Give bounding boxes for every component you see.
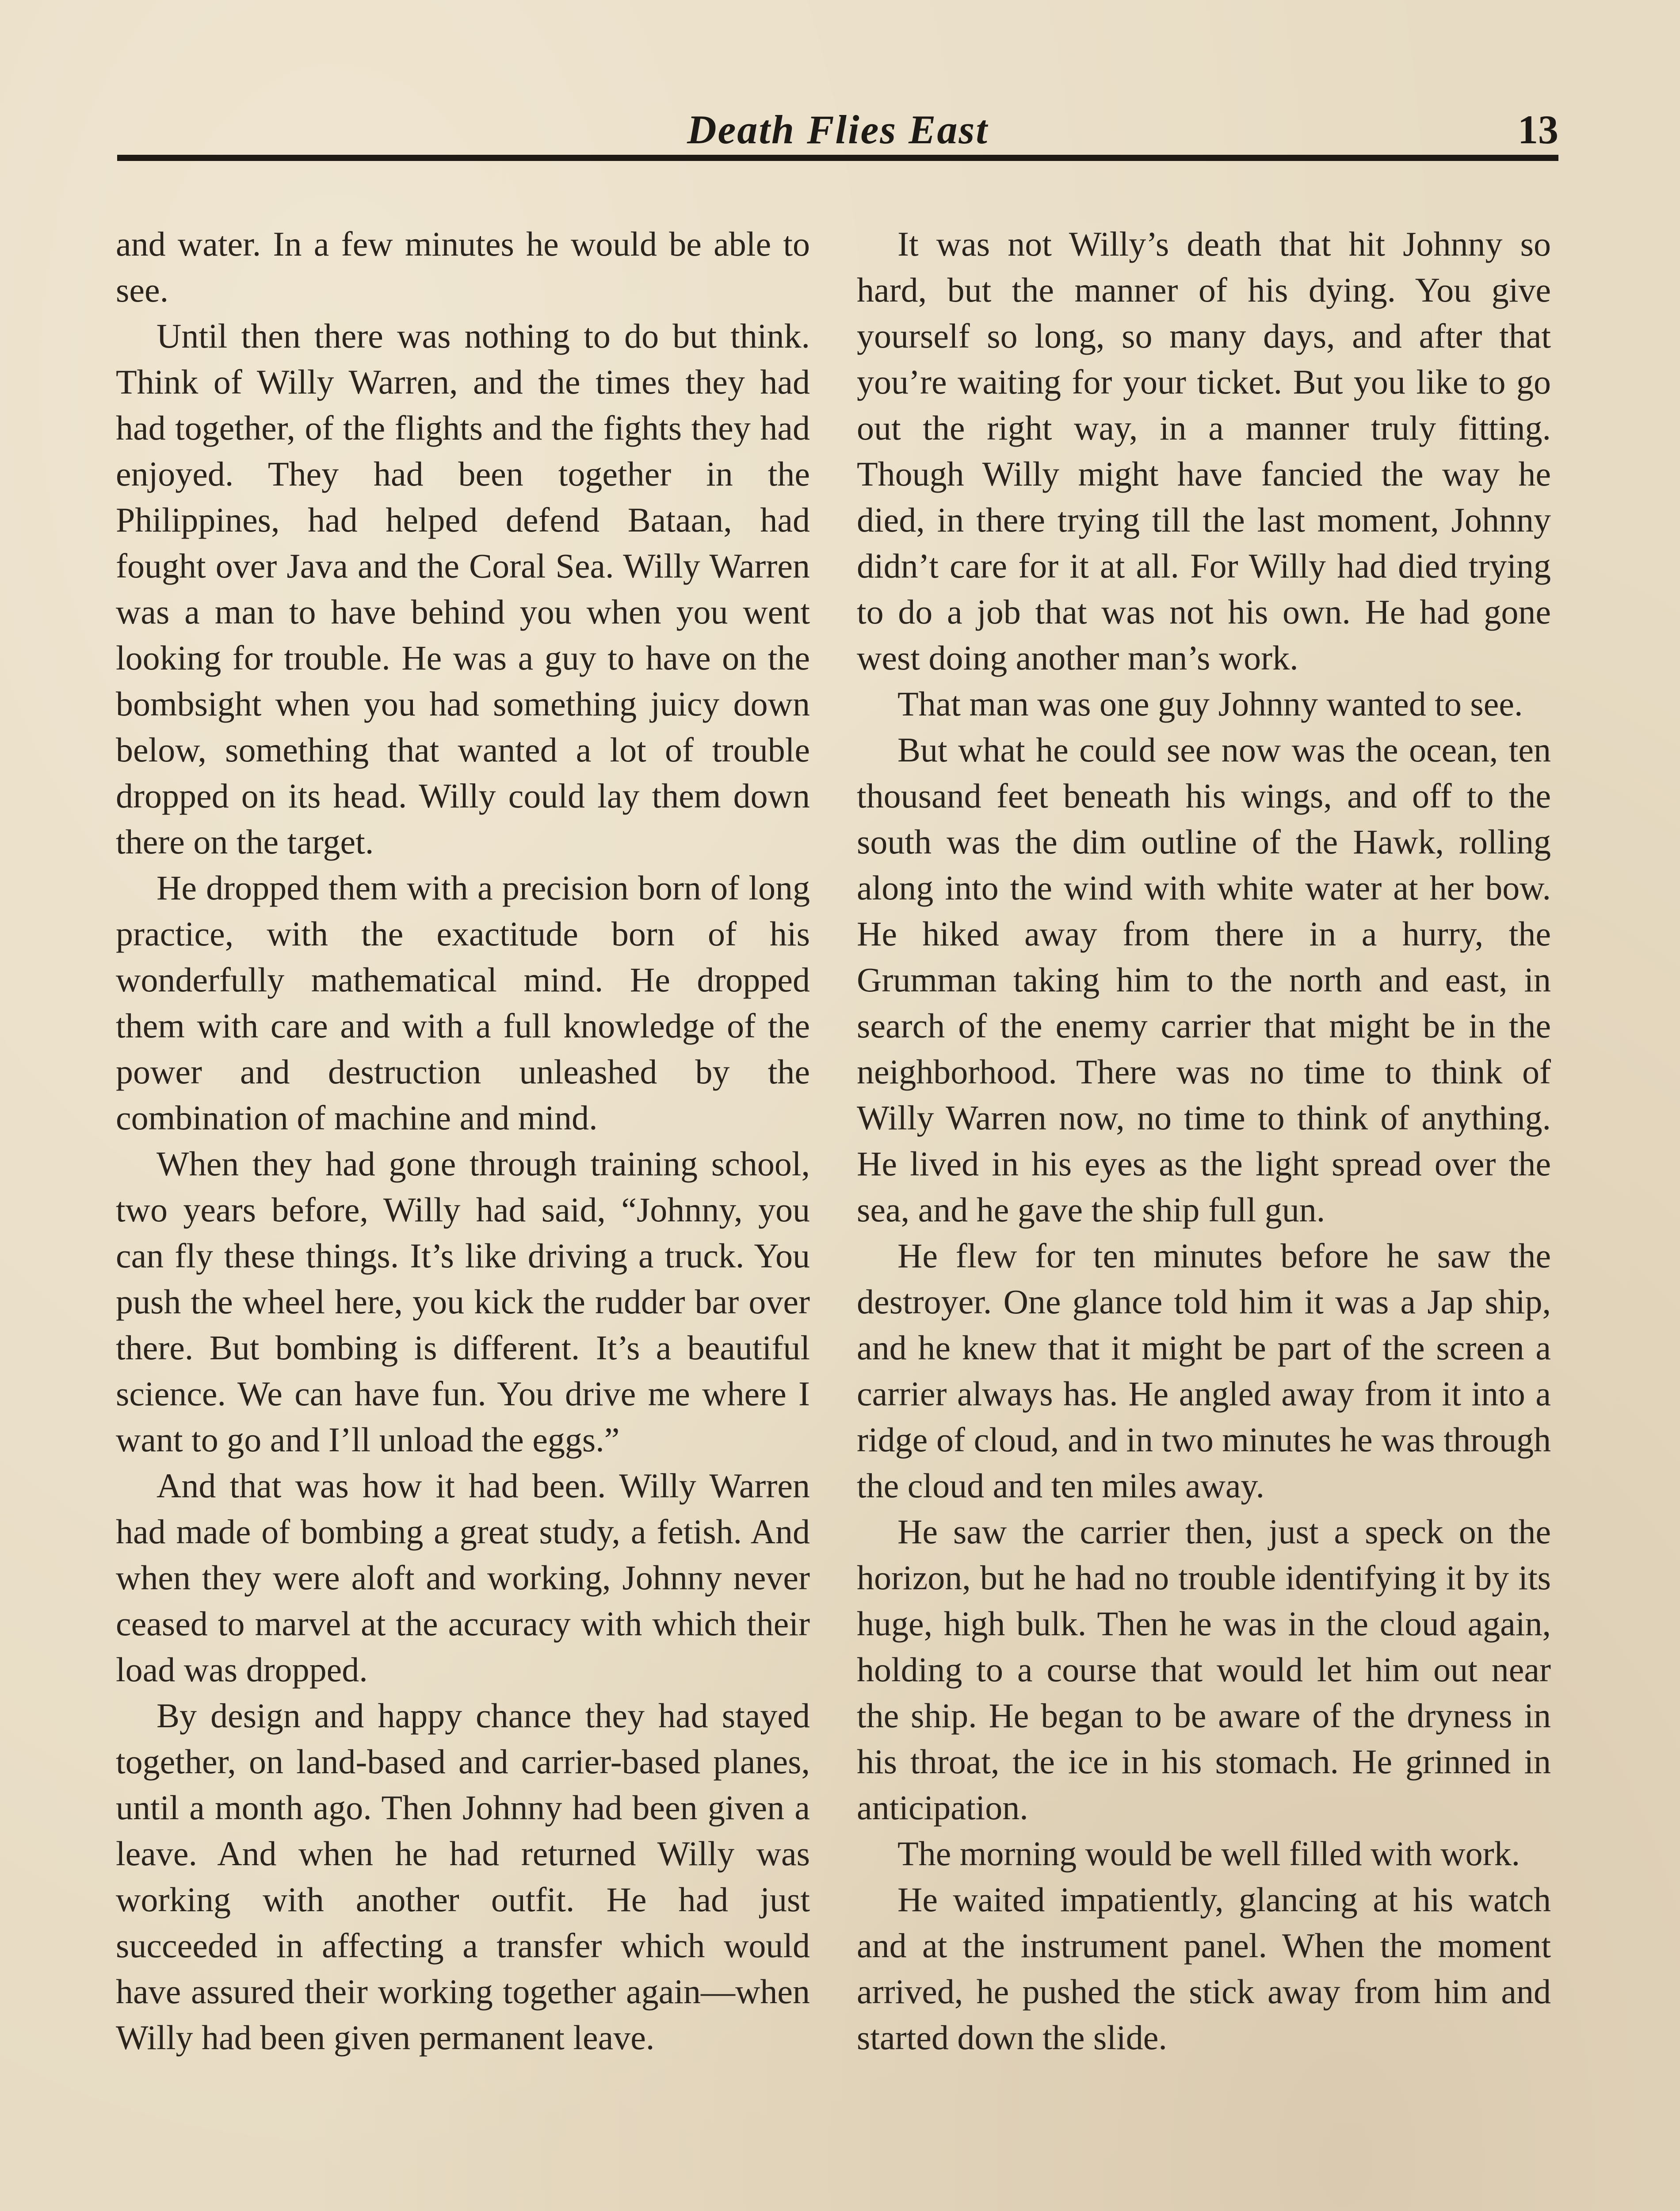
page-header [117, 97, 1558, 159]
page-number: 13 [1518, 107, 1558, 152]
paragraph: And that was how it had been. Willy Warren had made of bombing a great study, a fetish. And when they were aloft and working, Johnny never ceased to marvel at the accuracy with which their load was dropped. [116, 1466, 810, 1689]
paragraph: He waited impatiently, glancing at his watch and at the instrument panel. When the moment arrived, he pushed the stick away from him and started down the slide. [857, 1880, 1551, 2057]
paragraph: He dropped them with a precision born of long practice, with the exactitude born of his wonderfully mathematical mind. He dropped them with care and with a full knowledge of the power and destruction unleashed by the combination of machine and mind. [116, 868, 810, 1137]
paragraph: By design and happy chance they had stayed together, on land-based and carrier-based planes, until a month ago. Then Johnny had been given a leave. And when he had returned Willy was working with another outfit. He had just succeeded in affecting a transfer which would have assured their working together again—when Willy had been given permanent leave. [116, 1696, 810, 2057]
paragraph: The morning would be well filled with work. [897, 1834, 1520, 1873]
paragraph: When they had gone through training school, two years before, Willy had said, “Johnny, you can fly these things. It’s like driving a truck. You push the wheel here, you kick the rudder bar over there. But bombing is different. It’s a beautiful science. We can have fun. You drive me where I want to go and I’ll unload the eggs.” [116, 1144, 810, 1459]
paragraph: It was not Willy’s death that hit Johnny so hard, but the manner of his dying. You give yourself so long, so many days, and after that you’re waiting for your ticket. But you like to go out the right way, in a manner truly fitting. Though Willy might have fancied the way he died, in there trying till the last moment, Johnny didn’t care for it at all. For Willy had died trying to do a job that was not his own. He had gone west doing another man’s work. [857, 225, 1551, 677]
paragraph: Until then there was nothing to do but think. Think of Willy Warren, and the times they had had together, of the flights and the fights they had enjoyed. They had been together in the Philippines, had helped defend Bataan, had fought over Java and the Coral Sea. Willy Warren was a man to have behind you when you went looking for trouble. He was a guy to have on the bombsight when you had something juicy down below, something that wanted a lot of trouble dropped on its head. Willy could lay them down there on the target. [116, 317, 810, 861]
paragraph: He saw the carrier then, just a speck on the horizon, but he had no trouble identifying it by its huge, high bulk. Then he was in the cloud again, holding to a course that would let him out near the ship. He began to be aware of the dryness in his throat, the ice in his stomach. He grinned in anticipation. [857, 1512, 1551, 1827]
left-column [116, 221, 810, 2211]
paragraph: That man was one guy Johnny wanted to see. [897, 685, 1523, 723]
paragraph: and water. In a few minutes he would be able to see. [116, 225, 810, 309]
header-rule [117, 155, 1558, 161]
paragraph: He flew for ten minutes before he saw the destroyer. One glance told him it was a Jap ship, and he knew that it might be part of the screen a carrier always has. He angled away from it into a ridge of cloud, and in two minutes he was through the cloud and ten miles away. [857, 1236, 1551, 1505]
right-column [857, 221, 1551, 2211]
running-title: Death Flies East [687, 107, 989, 152]
paragraph: But what he could see now was the ocean, ten thousand feet beneath his wings, and off to the south was the dim outline of the Hawk, rolling along into the wind with white water at her bow. He hiked away from there in a hurry, the Grumman taking him to the north and east, in search of the enemy carrier that might be in the neighborhood. There was no time to think of Willy Warren now, no time to think of anything. He lived in his eyes as the light spread over the sea, and he gave the ship full gun. [857, 731, 1551, 1229]
